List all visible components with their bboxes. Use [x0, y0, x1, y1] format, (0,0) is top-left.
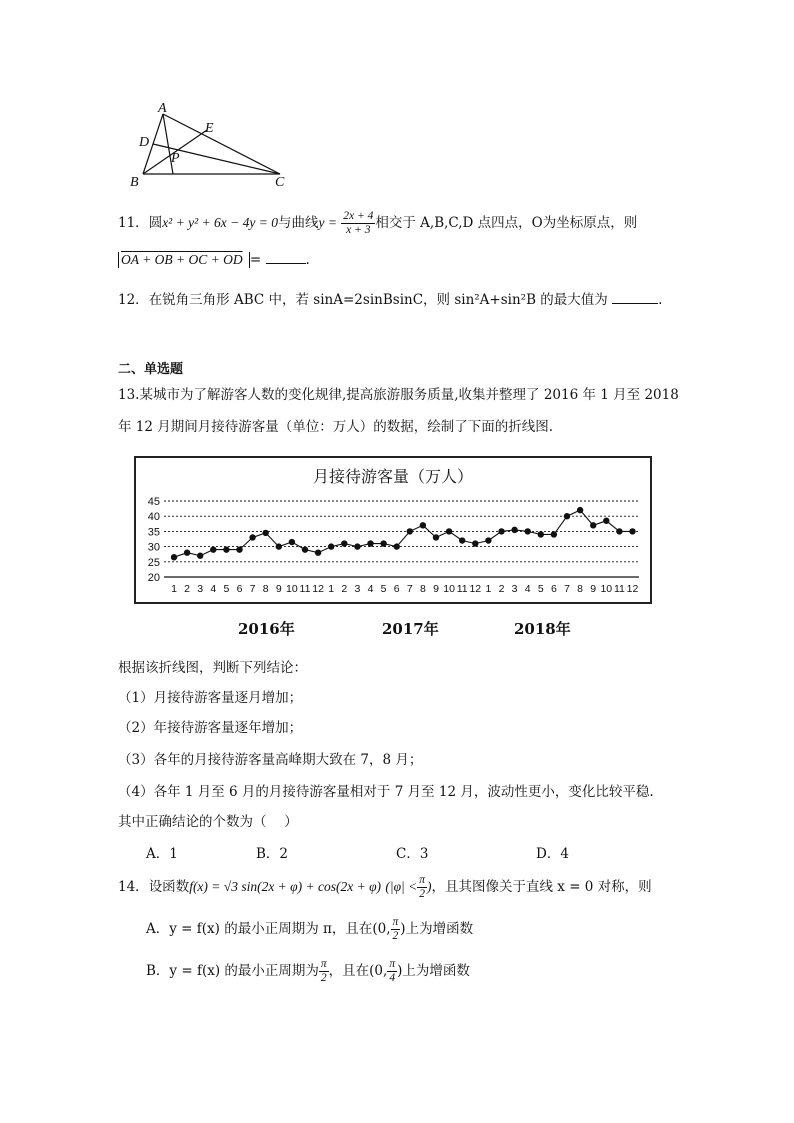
data-point-21	[433, 534, 439, 540]
x-tick-33: 9	[590, 583, 597, 595]
y-tick-45: 45	[147, 496, 160, 508]
x-tick-23: 11	[456, 583, 468, 595]
x-tick-6: 6	[236, 583, 243, 595]
x-tick-36: 12	[626, 583, 639, 595]
data-point-35	[616, 528, 622, 534]
q14-prefix: 设函数	[148, 879, 190, 895]
q14-condition: (|φ| < $\frac{\pi}{2}$ )	[385, 874, 432, 901]
question-11-line2	[118, 250, 310, 270]
q11-fraction: $\frac{2x + 4}{x + 3}$	[343, 210, 374, 236]
data-point-11	[302, 546, 308, 552]
section-title: 二、单选题	[118, 362, 184, 377]
data-point-27	[511, 527, 517, 533]
data-point-36	[629, 528, 635, 534]
data-point-17	[380, 540, 386, 546]
x-tick-26: 2	[498, 583, 505, 595]
x-tick-31: 7	[564, 583, 570, 595]
q11-number: 11．	[118, 215, 149, 231]
q13-intro: 根据该折线图，判断下列结论：	[118, 660, 307, 676]
data-point-30	[551, 531, 557, 537]
x-tick-27: 3	[511, 583, 518, 595]
q11-equals: =	[249, 252, 262, 268]
label-D: D	[139, 135, 150, 150]
q11-mid: 与曲线	[277, 215, 319, 231]
x-tick-3: 3	[197, 583, 204, 595]
data-point-12	[315, 549, 321, 555]
q11-prefix: 圆	[148, 215, 163, 231]
q12-answer-blank[interactable]	[612, 291, 658, 304]
data-point-20	[420, 522, 426, 528]
data-point-10	[289, 539, 295, 545]
q13-line2: 年 12 月期间月接待游客量（单位：万人）的数据，绘制了下面的折线图.	[118, 419, 554, 435]
data-point-33	[590, 522, 596, 528]
data-point-19	[407, 528, 413, 534]
q11-suffix: 相交于 A,B,C,D 点四点，O为坐标原点，则	[375, 215, 638, 231]
x-tick-16: 4	[367, 583, 374, 595]
question-12	[118, 290, 662, 310]
series-line	[174, 510, 633, 557]
x-tick-2: 2	[184, 583, 191, 595]
data-point-29	[538, 531, 544, 537]
label-E: E	[205, 121, 214, 136]
x-tick-29: 5	[537, 583, 544, 595]
q11-end: .	[305, 252, 310, 268]
x-tick-10: 10	[286, 583, 298, 595]
q14-option-b[interactable]: B．y = f(x) 的最小正周期为 $\frac{\pi}{2}$ ，且在(0, $\frac{\pi}{4}$ )上为增函数	[146, 958, 470, 984]
x-tick-30: 6	[550, 583, 557, 595]
q13-item-4: （4）各年 1 月至 6 月的月接待游客量相对于 7 月至 12 月，波动性更小，变化比较平稳.	[118, 784, 654, 800]
question-11	[118, 206, 637, 240]
triangle-figure	[125, 100, 295, 195]
q14-function: f(x) = √3 sin(2x + φ) + cos(2x + φ)	[189, 879, 382, 894]
x-tick-19: 7	[406, 583, 413, 595]
y-tick-25: 25	[147, 556, 160, 569]
data-point-28	[525, 528, 531, 534]
x-tick-8: 8	[262, 583, 269, 595]
x-tick-17: 5	[380, 583, 387, 595]
x-tick-5: 5	[223, 583, 230, 595]
label-C: C	[275, 175, 285, 190]
q13-item-1: （1）月接待游客量逐月增加；	[118, 690, 303, 706]
x-tick-11: 11	[299, 583, 311, 595]
data-point-31	[564, 513, 570, 519]
q13-line1: 13.某城市为了解游客人数的变化规律,提高旅游服务质量,收集并整理了 2016 年 1 月至 2018	[118, 387, 679, 403]
data-point-34	[603, 518, 609, 524]
q11-circle-equation: x² + y² + 6x − 4y = 0	[162, 215, 278, 230]
q11-curve-lhs: y =	[318, 215, 337, 230]
data-point-4	[210, 546, 216, 552]
data-point-22	[446, 528, 452, 534]
data-point-32	[577, 507, 583, 513]
chart-title: 月接待游客量（万人）	[312, 467, 474, 486]
data-point-3	[197, 553, 203, 559]
y-tick-30: 30	[147, 541, 160, 554]
option-a[interactable]: A．1	[146, 846, 178, 862]
y-tick-20: 20	[147, 572, 160, 584]
x-tick-18: 6	[393, 583, 400, 595]
x-tick-28: 4	[524, 583, 531, 595]
label-A: A	[158, 101, 167, 116]
data-point-24	[472, 540, 478, 546]
data-point-9	[276, 543, 282, 549]
year-label-2017: 2017年	[382, 620, 439, 638]
y-tick-40: 40	[147, 511, 160, 524]
q14-suffix: ，且其图像关于直线 x = 0 对称，则	[431, 879, 652, 895]
data-point-7	[249, 534, 255, 540]
q12-number: 12．	[118, 292, 149, 308]
label-P: P	[171, 151, 180, 166]
x-tick-34: 10	[600, 583, 613, 595]
data-point-25	[485, 537, 491, 543]
option-d[interactable]: D．4	[536, 846, 569, 862]
q11-answer-blank[interactable]	[266, 251, 306, 264]
q11-vector-sum: OA + OB + OC + OD	[121, 252, 243, 267]
data-point-23	[459, 537, 465, 543]
x-tick-1: 1	[171, 583, 177, 595]
option-b[interactable]: B．2	[256, 846, 289, 862]
x-tick-21: 9	[433, 583, 439, 595]
y-tick-35: 35	[147, 526, 160, 539]
x-tick-13: 1	[328, 583, 335, 595]
q13-item-2: （2）年接待游客量逐年增加；	[118, 720, 303, 736]
q13-question: 其中正确结论的个数为（ ）	[118, 814, 298, 830]
x-tick-22: 10	[443, 583, 455, 595]
data-point-18	[394, 543, 400, 549]
q13-item-3: （3）各年的月接待游客量高峰期大致在 7，8 月；	[118, 752, 423, 768]
data-point-1	[171, 554, 177, 560]
line-chart	[134, 456, 652, 604]
x-tick-12: 12	[312, 583, 324, 595]
data-point-5	[223, 546, 229, 552]
data-point-15	[354, 543, 360, 549]
x-tick-9: 9	[275, 583, 282, 595]
x-tick-32: 8	[577, 583, 584, 595]
year-label-2018: 2018年	[514, 620, 571, 638]
option-c[interactable]: C．3	[396, 846, 429, 862]
q12-end: .	[658, 292, 663, 308]
data-point-6	[236, 546, 242, 552]
x-tick-4: 4	[210, 583, 217, 595]
data-point-2	[184, 549, 190, 555]
data-point-8	[263, 530, 269, 536]
year-label-2016: 2016年	[238, 620, 295, 638]
x-tick-25: 1	[485, 583, 492, 595]
q12-text: 在锐角三角形 ABC 中，若 sinA=2sinBsinC，则 sin²A+sin²B 的最大值为	[148, 292, 608, 308]
x-tick-15: 3	[354, 583, 361, 595]
x-tick-7: 7	[249, 583, 256, 595]
x-tick-20: 8	[419, 583, 426, 595]
data-point-16	[367, 540, 373, 546]
x-tick-24: 12	[469, 583, 482, 595]
data-point-13	[328, 543, 334, 549]
q14-number: 14．	[118, 879, 149, 895]
data-point-26	[498, 528, 504, 534]
question-14	[118, 870, 652, 904]
x-tick-14: 2	[341, 583, 348, 595]
data-point-14	[341, 540, 347, 546]
q14-option-a[interactable]: A．y = f(x) 的最小正周期为 π，且在(0, $\frac{\pi}{2}$ )上为增函数	[146, 916, 474, 942]
label-B: B	[130, 175, 139, 190]
x-tick-35: 11	[613, 583, 625, 595]
